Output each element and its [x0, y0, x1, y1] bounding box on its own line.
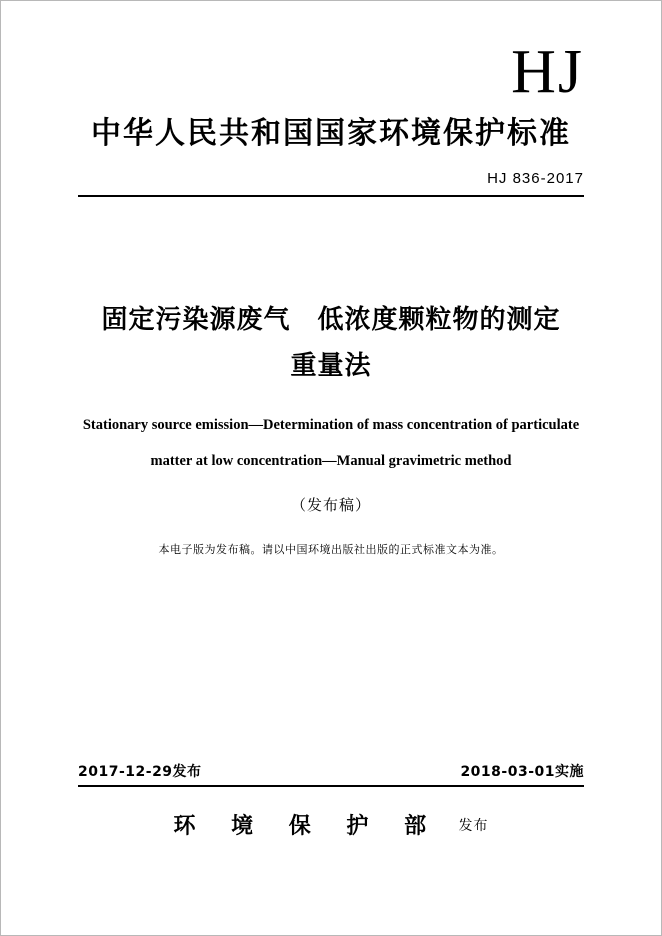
english-title-line2: matter at low concentration—Manual gravimetric method — [150, 453, 512, 469]
footer-divider — [78, 785, 584, 787]
publication-note: 本电子版为发布稿。请以中国环境出版社出版的正式标准文本为准。 — [158, 543, 504, 556]
footer — [78, 761, 584, 840]
english-title-line1: Stationary source emission—Determination of mass concentration of particulate — [82, 417, 580, 433]
effective-date: 2018-03-01实施 — [460, 764, 584, 780]
chinese-title-line1: 固定污染源废气 低浓度颗粒物的测定 — [101, 305, 561, 335]
english-title — [60, 410, 602, 476]
draft-label: （发布稿） — [290, 496, 371, 514]
chinese-title-line2: 重量法 — [290, 351, 372, 381]
standard-number: HJ 836-2017 — [487, 170, 584, 187]
issuer-name: 环 境 保 护 部 — [173, 814, 441, 839]
standard-title: 中华人民共和国国家环境保护标准 — [91, 116, 571, 151]
release-date: 2017-12-29发布 — [78, 764, 202, 780]
hj-logo: HJ — [511, 38, 584, 106]
issue-verb: 发布 — [458, 818, 489, 834]
title-block — [60, 300, 602, 557]
footer-dates — [78, 761, 584, 781]
issuer-row — [78, 809, 584, 840]
masthead — [78, 40, 584, 197]
masthead-divider — [78, 195, 584, 197]
